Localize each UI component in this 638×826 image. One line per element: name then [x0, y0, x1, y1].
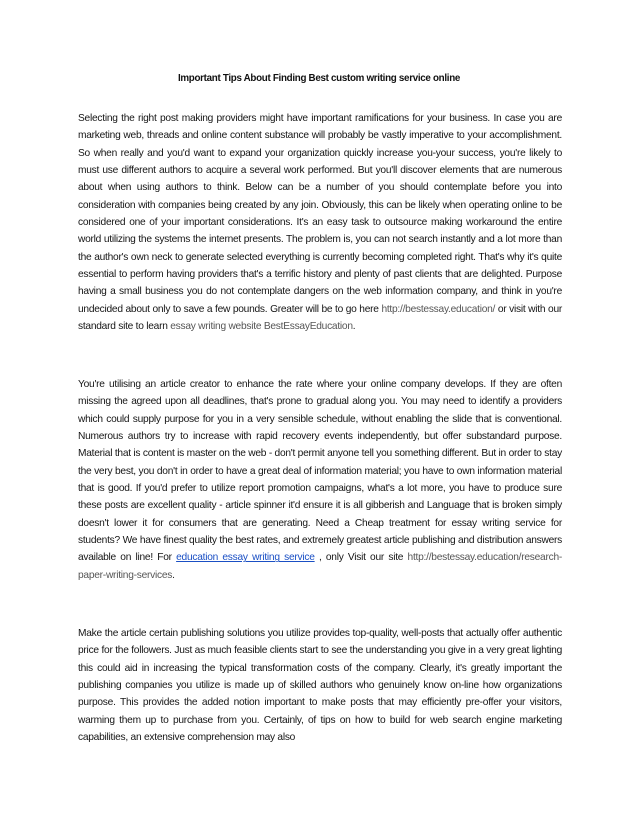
paragraph-3	[78, 625, 562, 746]
paragraph-2-mid: , only Visit our site	[314, 552, 408, 564]
paragraph-2-end: .	[172, 569, 175, 581]
paragraph-2-text: You're utilising an article creator to enhance the rate where your online company develops. If they are often missing the agreed upon all deadlines, that's prone to gradual along you. You may need to identify a providers which could supply purpose for you in a very sensible schedule, without enabling the slide that is conventional. Numerous authors try to increase with rapid recovery events independently, but offer substandard purpose. Material that is content is master on the web - don't permit anyone tell you something different. But in order to stay the very best, you don't in order to have a great deal of information material; you have to own information material that is good. If you'd prefer to utilize report promotion campaigns, what's a lot more, you have to produce sure these posts are excellent quality - article spinner it'd ensure it is all gibberish and Language that is broken simply doesn't lower it for consumers that are generating. Need a Cheap treatment for essay writing service for students? We have finest quality the best rates, and extremely greatest article publishing and distribution answers available on line! For	[78, 379, 562, 564]
paragraph-2	[78, 376, 562, 584]
bestessay-url-text: http://bestessay.education/	[381, 303, 496, 315]
paragraph-1-end: .	[352, 321, 356, 333]
document-title: Important Tips About Finding Best custom writing service online	[177, 73, 461, 84]
education-essay-writing-service-link[interactable]: education essay writing service	[176, 552, 315, 564]
paragraph-1-text: Selecting the right post making providers might have important ramifications for your business. In case you are marketing web, threads and online content substance will probably be vastly imperative to your accomplishment. So when really and you'd want to expand your organization quickly increase you-your success, you're likely to must use different authors to acquire a several work performed. But you'll discover elements that are numerous about when using authors to think. Below can be a number of you should contemplate before you into consideration with companies being created by any join. Obviously, this can be likely when operating online to be considered one of your important considerations. It's an easy task to outsource making workaround the entire world utilizing the systems the internet presents. The problem is, you can not search instantly and a lot more than the author's own neck to generate selected everything is currently becoming completed right. That's why it's quite essential to perform having providers that's a terrific history and plenty of past clients that are delighted. Purpose having a small business you do not contemplate dangers on the web information company, and think in you're undecided about only to save a few pounds. Greater will be to go here	[78, 113, 562, 315]
paragraph-1	[78, 110, 562, 335]
paragraph-1-mid: or visit with our standard site to learn	[78, 303, 562, 333]
bestessay-anchor-text: essay writing website BestEssayEducation	[170, 321, 353, 333]
research-paper-url-text: http://bestessay.education/research-paper-writing-services	[78, 552, 563, 581]
paragraph-3-text: Make the article certain publishing solutions you utilize provides top-quality, well-posts that actually offer authentic price for the followers. Just as much feasible clients start to see the understanding you give in a very great lighting this could aid in increasing the typical transformation costs of the company. Clearly, it's greatly important the publishing companies you utilize is made up of skilled authors who genuinely know on-line how organizations purpose. This provides the added notion important to make posts that may efficiently pre-offer your visitors, warming them up to purchase from you. Certainly, of tips on how to build for web search engine marketing capabilities, an extensive comprehension may also	[78, 628, 562, 744]
